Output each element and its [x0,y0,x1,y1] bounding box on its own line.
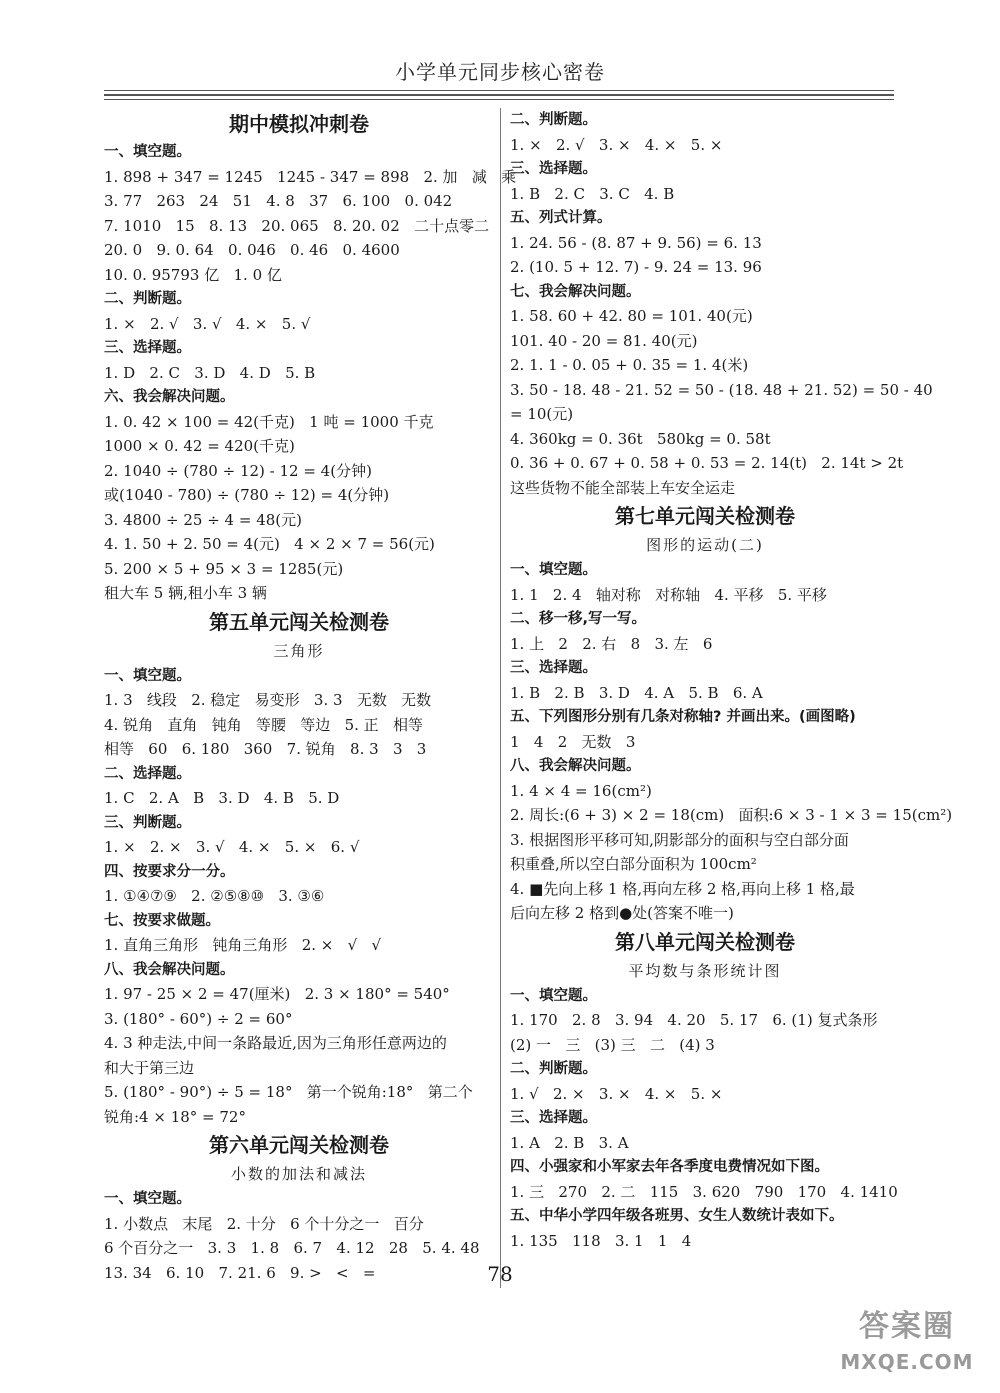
answer-line: 3. 4800 ÷ 25 ÷ 4 = 48(元) [104,510,302,529]
question-heading: 二、移一移,写一写。 [510,611,647,627]
answer-line: 或(1040 - 780) ÷ (780 ÷ 12) = 4(分钟) [104,486,390,504]
answer-line: 5. 200 × 5 + 95 × 3 = 1285(元) [104,559,344,578]
answer-line: 2. (10. 5 + 12. 7) - 9. 24 = 13. 96 [510,258,762,276]
question-heading: 一、填空题。 [510,987,597,1004]
answer-line: 1. × 2. × 3. √ 4. × 5. × 6. √ [104,838,360,856]
answer-line: 7. 1010 15 8. 13 20. 065 8. 20. 02 二十点零二 [104,216,490,235]
watermark-url: MXQE.COM [840,1350,974,1374]
section-subtitle: 小数的加法和减法 [230,1165,367,1183]
answer-line: 3. 根据图形平移可知,阴影部分的面积与空白部分面 [510,830,849,849]
header-rule [104,90,894,91]
answer-line: 后向左移 2 格到●处(答案不唯一) [510,904,734,922]
answer-line: 1. 4 × 4 = 16(cm²) [510,781,652,800]
answer-line: 1. 3 线段 2. 稳定 易变形 3. 3 无数 无数 [104,691,432,709]
section-title: 第五单元闯关检测卷 [209,609,389,634]
answer-line: 1. B 2. B 3. D 4. A 5. B 6. A [510,683,763,702]
section-subtitle: 平均数与条形统计图 [628,961,782,980]
answer-line: = 10(元) [510,405,574,423]
answer-line: 1. 97 - 25 × 2 = 47(厘米) 2. 3 × 180° = 540° [104,985,450,1003]
answer-line: 1. 58. 60 + 42. 80 = 101. 40(元) [510,307,753,325]
question-heading: 一、填空题。 [104,1191,191,1207]
question-heading: 四、按要求分一分。 [104,863,235,880]
question-heading: 一、填空题。 [510,562,597,578]
question-heading: 三、选择题。 [104,340,191,356]
question-heading: 二、判断题。 [510,112,597,128]
answer-line: 6 个百分之一 3. 3 1. 8 6. 7 4. 12 28 5. 4. 48 [104,1239,480,1257]
answer-line: 5. (180° - 90°) ÷ 5 = 18° 第一个锐角:18° 第二个 [104,1083,473,1101]
question-heading: 二、判断题。 [510,1061,597,1077]
answer-line: 13. 34 6. 10 7. 21. 6 9. > < = [104,1263,376,1282]
section-title: 第七单元闯关检测卷 [615,504,795,528]
question-heading: 三、判断题。 [104,814,191,831]
left-column [104,108,517,1285]
question-heading: 三、选择题。 [510,660,597,676]
question-heading: 四、小强家和小军家去年各季度电费情况如下图。 [510,1159,829,1175]
answer-line: 这些货物不能全部装上车安全运走 [510,478,736,497]
answer-line: 1. 170 2. 8 3. 94 4. 20 5. 17 6. (1) 复式条形 [510,1011,878,1029]
question-heading: 五、中华小学四年级各班男、女生人数统计表如下。 [510,1208,844,1224]
section-subtitle: 图形的运动(二) [646,536,764,554]
answer-line: 10. 0. 95793 亿 1. 0 亿 [104,265,282,284]
answer-line: 1. ①④⑦⑨ 2. ②⑤⑧⑩ 3. ③⑥ [104,887,325,905]
question-heading: 三、选择题。 [510,161,597,177]
answer-line: 1. D 2. C 3. D 4. D 5. B [104,363,316,382]
section-title: 第六单元闯关检测卷 [209,1133,389,1157]
answer-line: 3. 77 263 24 51 4. 8 37 6. 100 0. 042 [104,192,453,210]
question-heading: 八、我会解决问题。 [104,961,235,978]
question-heading: 二、判断题。 [104,291,191,307]
section-subtitle: 三角形 [273,641,325,660]
answer-line: 2. 周长:(6 + 3) × 2 = 18(cm) 面积:6 × 3 - 1 × 3 = 15(cm²) [510,806,953,824]
answer-line: 4. 360kg = 0. 36t 580kg = 0. 58t [510,429,771,448]
question-heading: 三、选择题。 [510,1110,597,1126]
question-heading: 七、我会解决问题。 [510,283,641,300]
answer-line: 1. 直角三角形 钝角三角形 2. × √ √ [104,936,382,954]
answer-line: 20. 0 9. 0. 64 0. 046 0. 46 0. 4600 [104,241,400,259]
answer-line: 1. C 2. A B 3. D 4. B 5. D [104,789,340,807]
answer-line: 1. 135 118 3. 1 1 4 [510,1231,692,1250]
answer-line: 1. √ 2. × 3. × 4. × 5. × [510,1084,723,1103]
answer-line: 1. 898 + 347 = 1245 1245 - 347 = 898 2. 加 减 乘 [104,167,517,186]
answer-line: 锐角:4 × 18° = 72° [104,1107,246,1126]
answer-line: 4. 1. 50 + 2. 50 = 4(元) 4 × 2 × 7 = 56(元) [104,535,435,553]
column-divider [500,108,501,1288]
watermark-text: 答案圈 [859,1309,955,1344]
question-heading: 八、我会解决问题。 [510,758,641,774]
answer-line: 4. 锐角 直角 钝角 等腰 等边 5. 正 相等 [104,715,423,734]
header-rule [104,99,894,100]
section-title: 期中模拟冲刺卷 [229,112,369,136]
answer-line: 1. × 2. √ 3. × 4. × 5. × [510,135,723,154]
answer-line: 1. B 2. C 3. C 4. B [510,184,675,203]
page-number: 78 [487,1262,513,1286]
section-title: 第八单元闯关检测卷 [615,929,795,954]
answer-line: 租大车 5 辆,租小车 3 辆 [104,584,267,602]
answer-line: 2. 1. 1 - 0. 05 + 0. 35 = 1. 4(米) [510,356,749,374]
answer-line: 1 4 2 无数 3 [510,732,636,751]
answer-line: 1. 1 2. 4 轴对称 对称轴 4. 平移 5. 平移 [510,585,827,604]
question-heading: 七、按要求做题。 [104,912,220,929]
answer-line: 1. 0. 42 × 100 = 42(千克) 1 吨 = 1000 千克 [104,412,434,431]
running-header: 小学单元同步核心密卷 [395,60,605,84]
right-column [510,108,953,1253]
header-rule [104,94,894,96]
question-heading: 一、填空题。 [104,667,191,684]
answer-line: 1. A 2. B 3. A [510,1133,629,1152]
answer-line: 1. 三 270 2. 二 115 3. 620 790 170 4. 1410 [510,1182,898,1201]
question-heading: 五、下列图形分别有几条对称轴? 并画出来。(画图略) [510,709,856,725]
answer-line: 和大于第三边 [104,1058,195,1077]
answer-line: 1. 小数点 末尾 2. 十分 6 个十分之一 百分 [104,1214,424,1233]
answer-line: 4. 3 种走法,中间一条路最近,因为三角形任意两边的 [104,1034,447,1052]
answer-line: 1. 上 2 2. 右 8 3. 左 6 [510,634,713,653]
answer-line: (2) 一 三 (3) 三 二 (4) 3 [510,1035,715,1054]
question-heading: 一、填空题。 [104,144,191,160]
question-heading: 六、我会解决问题。 [104,389,235,405]
answer-line: 1. × 2. √ 3. √ 4. × 5. √ [104,314,311,333]
answer-line: 101. 40 - 20 = 81. 40(元) [510,331,698,350]
answer-line: 4. ■先向上移 1 格,再向左移 2 格,再向上移 1 格,最 [510,879,855,898]
answer-line: 3. 50 - 18. 48 - 21. 52 = 50 - (18. 48 + 21. 52) = 50 - 40 [510,380,933,399]
answer-line: 1000 × 0. 42 = 420(千克) [104,437,295,455]
answer-line: 0. 36 + 0. 67 + 0. 58 + 0. 53 = 2. 14(t) 2. 14t > 2t [510,454,904,472]
answer-line: 积重叠,所以空白部分面积为 100cm² [510,855,757,873]
answer-line: 3. (180° - 60°) ÷ 2 = 60° [104,1009,293,1028]
watermark-logo [832,1305,982,1385]
answer-line: 1. 24. 56 - (8. 87 + 9. 56) = 6. 13 [510,233,762,252]
answer-line: 2. 1040 ÷ (780 ÷ 12) - 12 = 4(分钟) [104,461,372,480]
question-heading: 二、选择题。 [104,765,191,782]
answer-line: 相等 60 6. 180 360 7. 锐角 8. 3 3 3 [104,740,427,758]
question-heading: 五、列式计算。 [510,210,612,226]
